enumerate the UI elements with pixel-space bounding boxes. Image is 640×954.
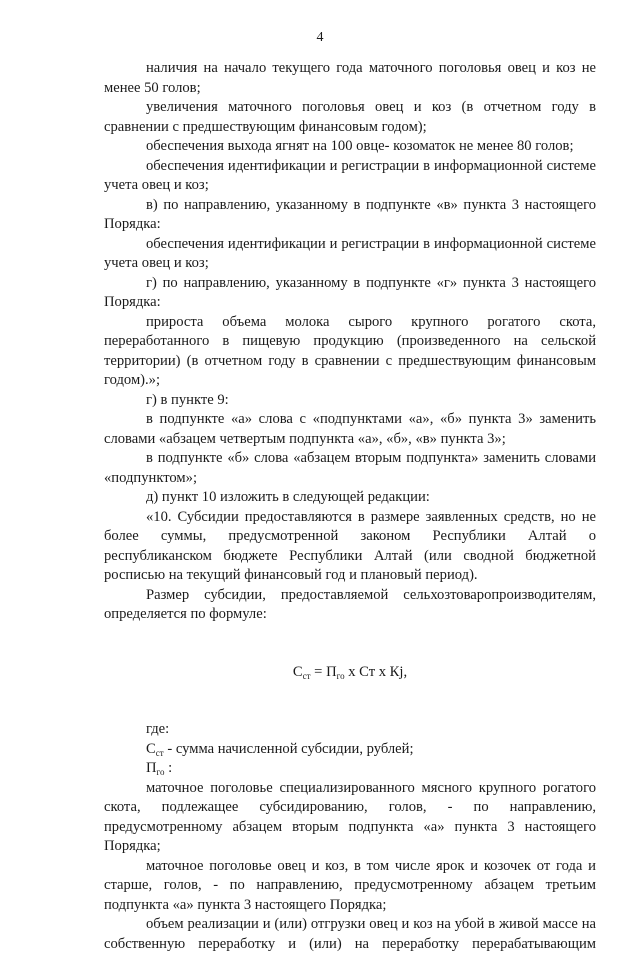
def-p: П [146,760,157,776]
formula-p-subscript: го [336,670,345,681]
paragraph: объем реализации и (или) отгрузки овец и коз на убой в живой массе на собственную переработку и (или) на переработку перерабатывающим [104,916,596,952]
spacer [104,701,596,720]
paragraph: г) по направлению, указанному в подпункте «г» пункта 3 настоящего Порядка: [104,274,596,310]
definition-p [104,759,596,779]
definition-c [104,740,596,760]
paragraph: Размер субсидии, предоставляемой сельхозтоваропроизводителям, определяется по формуле: [104,586,596,622]
paragraph: прироста объема молока сырого крупного рогатого скота, переработанного в пищевую продукцию (произведенного на сельской территории) (в отчетном году в сравнении с предшествующим финансовым годом).»; [104,313,596,388]
spacer [104,625,596,644]
paragraph: обеспечения выхода ягнят на 100 овце- козоматок не менее 80 голов; [146,138,574,154]
formula-equals: = [310,663,327,680]
document-body [104,59,596,954]
paragraph: в подпункте «б» слова «абзацем вторым подпункта» заменить словами «подпунктом»; [104,450,596,486]
paragraph: где: [146,721,170,737]
def-c: С [146,740,156,757]
paragraph: наличия на начало текущего года маточного поголовья овец и коз не менее 50 голов; [104,60,596,96]
paragraph: «10. Субсидии предоставляются в размере заявленных средств, но не более суммы, предусмотренной законом Республики Алтай о республиканском бюджете Республики Алтай (или сводной бюджетной росписью на текущий финансовый год и плановый период). [104,508,596,583]
formula-rest: х Ст х Кj, [344,663,408,680]
paragraph: д) пункт 10 изложить в следующей редакции: [146,489,430,505]
paragraph: увеличения маточного поголовья овец и коз (в отчетном году в сравнении с предшествующим финансовым годом); [104,99,596,135]
paragraph: обеспечения идентификации и регистрации в информационной системе учета овец и коз; [104,157,596,193]
formula-c-subscript: ст [302,670,311,681]
def-p-text: : [164,760,173,776]
def-c-subscript: ст [155,747,164,758]
paragraph: г) в пункте 9: [146,391,229,408]
paragraph: в) по направлению, указанному в подпункте «в» пункта 3 настоящего Порядка: [104,196,596,232]
def-c-text: - сумма начисленной субсидии, рублей; [163,740,414,757]
formula-p: П [326,663,337,680]
page-number: 4 [316,30,324,45]
def-p-subscript: го [156,767,165,777]
paragraph: в подпункте «а» слова с «подпунктами «а», «б» пункта 3» заменить словами «абзацем четвертым подпункта «а», «б», «в» пункта 3»; [104,411,596,447]
subsidy-formula [104,663,596,683]
paragraph: маточное поголовье специализированного мясного крупного рогатого скота, подлежащее субсидированию, голов, - по направлению, предусмотренному абзацем вторым подпункта «а» пункта 3 настоящего Порядка; [104,779,596,854]
paragraph: маточное поголовье овец и коз, в том числе ярок и козочек от года и старше, голов, - по направлению, предусмотренному абзацем третьим подпункта «а» пункта 3 настоящего Порядка; [104,857,596,913]
formula-c: С [292,663,303,680]
paragraph: обеспечения идентификации и регистрации в информационной системе учета овец и коз; [104,235,596,271]
